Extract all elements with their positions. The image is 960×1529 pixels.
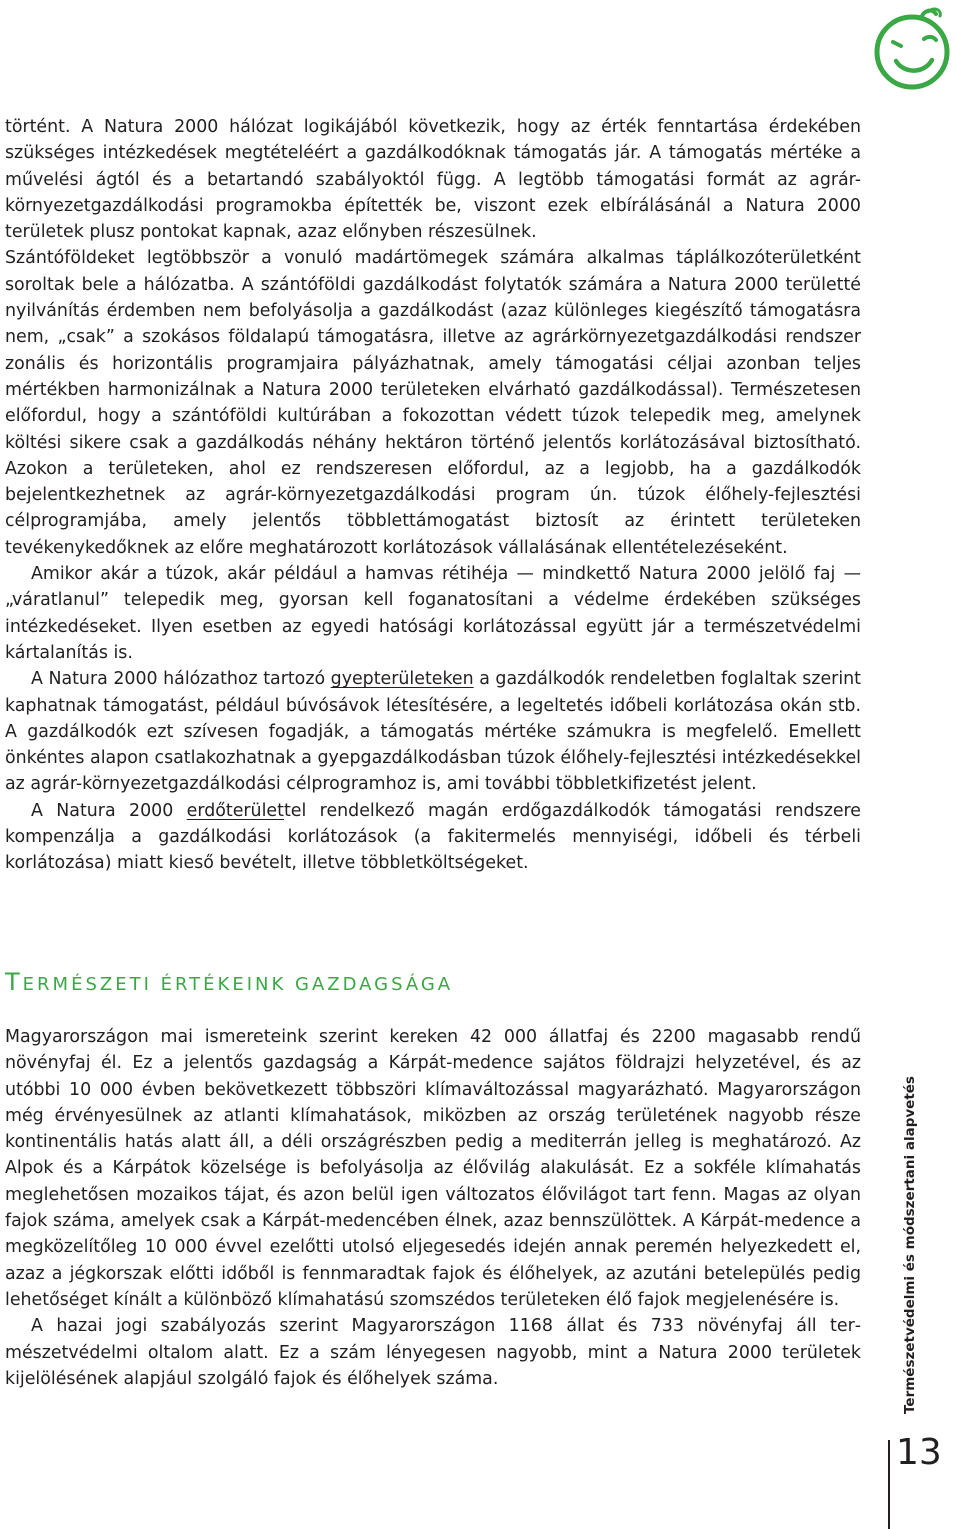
link-erdoterulet[interactable]: erdőterület: [186, 800, 284, 821]
paragraph: történt. A Natura 2000 hálózat logikájából következik, hogy az érték fenntartása érdekében szükséges intézkedések megtételéért a gazdálkodóknak támogatás jár. A támogatás mértéke a művelési ágtól és a betartandó szabályoktól függ. A legtöbb támogatási formát az agrár-környezetgazdálkodási programokba építették be, viszont ezek elbírálásánál a Natura 2000 területek plusz pontokat kapnak, azaz előnyben részesülnek.: [5, 117, 861, 243]
sidebar-chapter-label: Természetvédelmi és módszertani alapvetés: [902, 1076, 918, 1414]
paragraph: Amikor akár a túzok, akár például a hamvas rétihéja — mindkettő Natura 2000 jelölő faj — „váratlanul” telepedik meg, gyorsan kell foganatosítani a védelme érdekében szükséges intézkedéseket. Ilyen esetben az egyedi hatósági korlátozással együtt jár a természetvédelmi kártalanítás is.: [5, 564, 861, 663]
paragraph: [5, 666, 861, 797]
section-heading: [5, 968, 453, 996]
divider: [888, 1440, 890, 1529]
paragraph: [5, 798, 861, 877]
section-two-text: [5, 1024, 861, 1392]
heading-rest: ERMÉSZETI ÉRTÉKEINK GAZDAGSÁGA: [22, 974, 454, 995]
link-gyepteruletek[interactable]: gyepterületeken: [330, 669, 474, 690]
paragraph: Szántóföldeket legtöbbször a vonuló madártömegek számára alkalmas táplálkozóterületként soroltak bele a hálózatba. A szántóföldi gazdálkodást folytatók számára a Natura 2000 területté nyilvánítás érdemben nem befolyásolja a gazdálkodást (azaz különleges kiegészítő támogatásra nem, „csak” a szokásos földalapú támogatásra, illetve az agrárkörnyezetgazdálkodási rendszer zonális és horizontális programjaira pályázhatnak, amely támogatási céljai azonban teljes mértékben harmonizálnak a Natura 2000 területeken elvárható gazdálkodással). Természetesen előfordul, hogy a szántóföldi kultúrában a fokozottan védett túzok telepedik meg, amelynek költési sikere csak a gazdálkodás néhány hektáron történő jelentős korlátozásával biztosítható. Azokon a területeken, ahol ez rendszeresen előfordul, az a legjobb, ha a gazdálkodók bejelentkezhetnek az agrár-környezetgazdálkodási program ún. túzok élőhely-fejlesztési célprogramjába, amely jelentős többlettámogatást biztosít az érintett területeken tevékenykedőknek az előre meghatározott korlátozások vállalásának ellentételezéseként.: [5, 248, 861, 558]
heading-initial: T: [5, 968, 23, 996]
text-span: A Natura 2000 hálózathoz tartozó: [31, 669, 331, 690]
smiley-apple-icon: [866, 6, 956, 90]
page-number: 13: [896, 1432, 942, 1473]
paragraph: Magyarországon mai ismereteink szerint kereken 42 000 állatfaj és 2200 magasabb rendű növényfaj él. Ez a jelentős gazdagság a Kárpát-medence sajátos földrajzi helyzetével, és az utóbbi 10 000 évben bekövetkezett többszöri klímaváltozással magyarázható. Magyarországon még érvényesülnek az atlanti klímahatások, miközben az ország területének nagyobb része kontinentális hatás alatt áll, a déli országrészben pedig a mediterrán jelleg is meghatározó. Az Alpok és a Kárpátok közelsége is befolyásolja az élővilág alakulását. Ez a sokféle klímahatás meglehetősen mozaikos tájat, és azon belül igen változatos élővilágot tart fenn. Magas az olyan fajok száma, amelyek csak a Kárpát-medencében élnek, azaz bennszülöttek. A Kárpát-medence a megközelítőleg 10 000 évvel ezelőtti utolsó eljegesedés idején annak peremén helyezkedett el, azaz a jégkorszak előtti időből is fennmaradtak fajok és élőhelyek, az azutáni betelepülés pedig lehetőséget kínált a különböző klímahatású szomszédos területeken élő fajok megjelenésére is.: [5, 1027, 861, 1310]
text-span: a gazdálkodók rendeletben foglaltak szerint kaphatnak támogatást, például búvósávok létesítésére, a legeltetés időbeli korlátozása okán stb. A gazdálkodók ezt szívesen fogadják, a támogatás mértéke számukra is megfelelő. Emellett önkéntes alapon csatlakozhatnak a gyepgazdálkodásban túzok élőhely-fejlesztési intézkedésekkel az agrár-környezetgazdálkodási célprogramhoz is, ami további többletkifizetést jelent.: [5, 669, 861, 795]
text-span: A Natura 2000: [31, 800, 187, 821]
paragraph: A hazai jogi szabályozás szerint Magyarországon 1168 állat és 733 növényfaj áll természetvédelmi oltalom alatt. Ez a szám lényegesen nagyobb, mint a Natura 2000 területek kijelölésének alapjául szolgáló fajok és élőhelyek száma.: [5, 1316, 861, 1389]
section-one-text: [5, 114, 861, 877]
text-span: tel rendelkező magán erdőgazdálkodók támogatási rendszere kompenzálja a gazdálkodási korlátozások (a fakitermelés mennyiségi, időbeli és térbeli korlátozása) miatt kieső bevételt, illetve többletköltségeket.: [5, 800, 861, 874]
